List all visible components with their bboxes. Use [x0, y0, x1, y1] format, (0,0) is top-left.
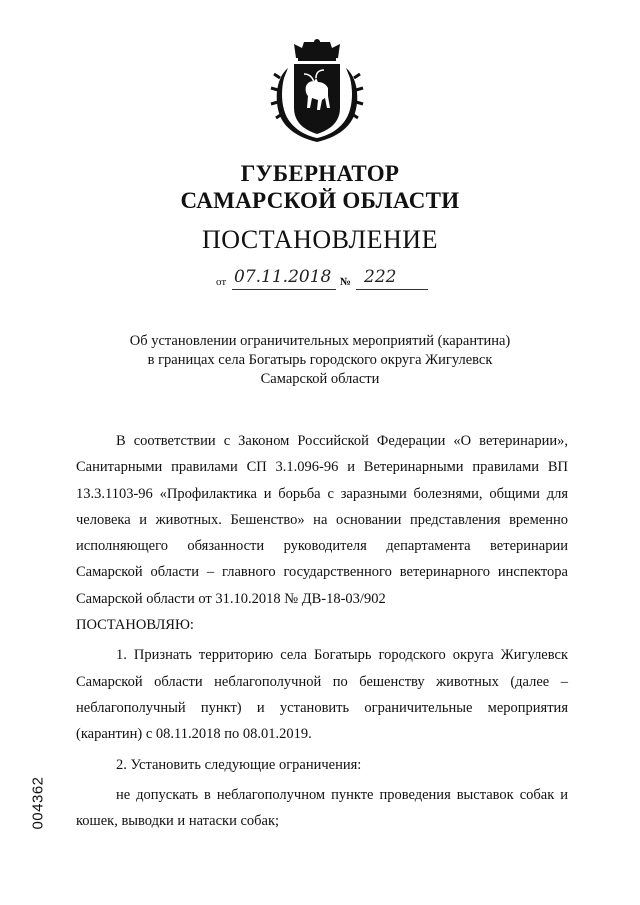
date-label: от	[216, 276, 227, 288]
subject-line: в границах села Богатырь городского округа Жигулевск	[147, 352, 493, 368]
item-1-paragraph: 1. Признать территорию села Богатырь городского округа Жигулевск Самарской области неблагополучной по бешенству животных (далее – неблагополучный пункт) и установить ограничительные мероприятия (карантин) с 08.11.2018 по 08.01.2019.	[76, 647, 568, 743]
item-2-text: не допускать в неблагополучном пункте проведения выставок собак и кошек, выводки и натаски собак;	[76, 786, 568, 830]
subject-line: Самарской области	[260, 371, 380, 387]
serial-number: 004362	[29, 776, 47, 830]
document-number: 222	[364, 267, 397, 287]
preamble-paragraph: В соответствии с Законом Российской Федерации «О ветеринарии», Санитарными правилами СП 3.1.096-96 и Ветеринарными правилами ВП 13.3.1103-96 «Профилактика и борьба с заразными болезнями, общими для человека и животных. Бешенство» на основании представления временно исполняющего обязанности руководителя департамента ветеринарии Самарской области – главного государственного ветеринарного инспектора Самарской области от 31.10.2018 № ДВ-18-03/902	[76, 433, 568, 607]
document-body	[76, 428, 568, 834]
document-subject	[100, 332, 540, 389]
issuer-title: ГУБЕРНАТОР	[240, 161, 400, 186]
issuer-region: САМАРСКОЙ ОБЛАСТИ	[180, 188, 460, 213]
subject-line: Об установлении ограничительных мероприятий (карантина)	[129, 333, 511, 349]
resolve-word: ПОСТАНОВЛЯЮ:	[76, 617, 194, 634]
document-date: 07.11.2018	[234, 267, 332, 287]
coat-of-arms-emblem	[270, 38, 364, 144]
item-2-heading: 2. Установить следующие ограничения:	[116, 756, 362, 773]
document-type: ПОСТАНОВЛЕНИЕ	[202, 225, 438, 254]
margin-serial-stamp	[28, 772, 48, 834]
date-number-line	[216, 267, 436, 291]
number-label: №	[340, 276, 352, 288]
